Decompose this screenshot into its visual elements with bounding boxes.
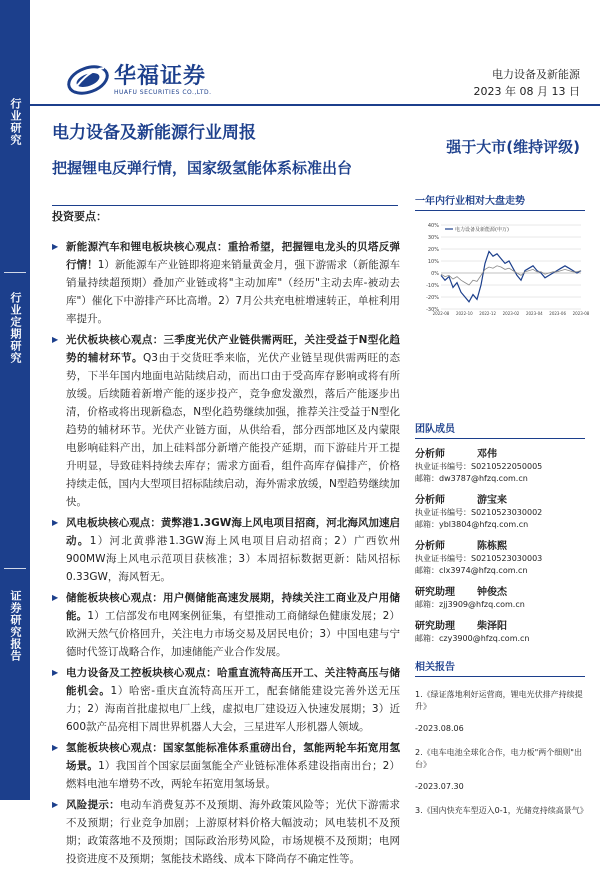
- related-report-title[interactable]: 1.《绿证落地利好运营商，锂电光伏排产持续提升》: [415, 690, 583, 711]
- bullet-detail: 1）哈密-重庆直流特高压开工，配套储能建设完善外送无压力；2）海南首批虚拟电厂上线，虚拟电厂建设迈入快速发展期；3）近600款产品亮相下周世界机器人大会，三星进军人形机器人领域。: [66, 685, 401, 733]
- relative-performance-chart: [415, 217, 590, 317]
- bullet-headline: 储能板块核心观点：用户侧储能高速发展期，持续关注工商业及户用储能。: [66, 592, 400, 622]
- rating-badge: 强于大市(维持评级): [446, 138, 580, 156]
- sidebar-divider: [4, 568, 26, 569]
- analyst-name: 陈栋熙: [477, 541, 507, 552]
- analyst-cert: 执业证书编号：S0210523030003: [415, 554, 543, 563]
- chart-title: 一年内行业相对大盘走势: [415, 192, 585, 211]
- analyst-cert: 执业证书编号：S0210522050005: [415, 462, 543, 471]
- sidebar-label-periodic: 行业定期研究: [9, 292, 22, 364]
- bullet-item: [52, 796, 400, 868]
- bullet-headline: 电力设备及工控板块核心观点：哈重直流特高压开工、关注特高压与储能机会。: [66, 667, 400, 697]
- bullet-detail: 电动车消费复苏不及预期、海外政策风险等；光伏下游需求不及预期；行业竞争加剧；上游原材料价格大幅波动；风电装机不及预期；政策落地不及预期；国际政治形势风险，市场规模不及预期；电网投资进度不及预期；氢能技术路线、成本下降尚存不确定性等。: [66, 799, 401, 865]
- header-meta: [474, 66, 580, 100]
- analyst-name: 柴泽阳: [477, 621, 507, 632]
- x-tick-label: 2023-04: [525, 311, 543, 316]
- bullet-text: [66, 796, 400, 868]
- bullet-item: [52, 514, 400, 586]
- y-tick-label: 30%: [427, 235, 439, 241]
- analyst-card: [415, 621, 585, 645]
- logo-name-cn: 华福证券: [114, 63, 207, 89]
- analyst-email[interactable]: 邮箱：clx3974@hfzq.com.cn: [415, 566, 528, 575]
- sidebar-divider: [4, 272, 26, 273]
- main-divider: [52, 205, 398, 206]
- logo-name-en: HUAFU SECURITIES CO.,LTD.: [114, 88, 212, 96]
- company-logo: [66, 60, 212, 100]
- bullet-item: [52, 238, 400, 328]
- report-subtitle: 把握锂电反弹行情，国家级氢能体系标准出台: [52, 159, 353, 177]
- related-report-title[interactable]: 3.《国内快充车型迈入0-1，光储竞持续高景气》: [415, 806, 588, 815]
- analyst-cert: 执业证书编号：S0210523030002: [415, 508, 543, 517]
- bullet-text: [66, 514, 400, 586]
- bullet-arrow-icon: ▶: [52, 800, 59, 809]
- bullet-arrow-icon: ▶: [52, 242, 59, 251]
- bullet-arrow-icon: ▶: [52, 518, 59, 527]
- report-date: 2023 年 08 月 13 日: [473, 85, 580, 98]
- x-tick-label: 2022-08: [432, 311, 450, 316]
- report-title: 电力设备及新能源行业周报: [52, 123, 256, 143]
- analyst-name: 邓伟: [477, 449, 497, 460]
- bullet-text: [66, 589, 400, 661]
- analyst-card: [415, 587, 585, 611]
- analyst-card: [415, 449, 585, 485]
- bullet-headline: 光伏板块核心观点：三季度光伏产业链供需两旺，关注受益于N型化趋势的辅材环节。: [66, 334, 400, 364]
- team-panel: [415, 420, 585, 645]
- logo-mark-icon: [66, 60, 110, 100]
- analyst-email[interactable]: 邮箱：zjj3909@hfzq.com.cn: [415, 600, 525, 609]
- x-tick-label: 2022-10: [455, 311, 473, 316]
- x-tick-label: 2022-12: [479, 311, 497, 316]
- analyst-role: 分析师: [415, 495, 445, 506]
- bullet-item: [52, 664, 400, 736]
- analyst-role: 分析师: [415, 449, 445, 460]
- bullet-text: [66, 664, 400, 736]
- sidebar-label-securities: 证券研究报告: [9, 590, 22, 662]
- analyst-email[interactable]: 邮箱：ybl3804@hfzq.com.cn: [415, 520, 529, 529]
- analyst-email[interactable]: 邮箱：dw3787@hfzq.com.cn: [415, 474, 528, 483]
- team-list: [415, 449, 585, 645]
- bullet-list: [52, 238, 400, 868]
- y-tick-label: 10%: [427, 259, 439, 265]
- x-tick-label: 2023-02: [502, 311, 520, 316]
- bullet-arrow-icon: ▶: [52, 335, 59, 344]
- analyst-card: [415, 495, 585, 531]
- bullet-arrow-icon: ▶: [52, 593, 59, 602]
- bullet-detail: 1）我国首个国家层面氢能全产业链标准体系建设指南出台；2）燃料电池车增势不改，两轮车拓宽用氢场景。: [66, 760, 400, 790]
- analyst-name: 钟俊杰: [477, 587, 507, 598]
- legend-label: 电力设备及新能源(申万): [455, 227, 509, 233]
- y-tick-label: -20%: [426, 295, 439, 301]
- analyst-email[interactable]: 邮箱：czy3900@hfzq.com.cn: [415, 634, 530, 643]
- related-report-title[interactable]: 2.《电车电池全球化合作，电力板"两个细则"出台》: [415, 748, 582, 769]
- x-tick-label: 2023-08: [572, 311, 590, 316]
- analyst-name: 游宝来: [477, 495, 507, 506]
- related-reports-panel: [415, 658, 588, 827]
- analyst-card: [415, 541, 585, 577]
- bullet-detail: 1）新能源车产业链即将迎来销量黄金月，强下游需求（新能源车销量持续超预期）叠加产业链或将"主动加库"（经历"主动去库-被动去库"）催化下中游排产环比高增。2）7月公共充电桩增速转正，单桩利用率提升。: [66, 259, 401, 325]
- series-line: [441, 251, 581, 301]
- analyst-role: 分析师: [415, 541, 445, 552]
- industry-label: 电力设备及新能源: [492, 68, 580, 81]
- related-report-item[interactable]: [415, 689, 585, 735]
- bullet-item: [52, 739, 400, 793]
- related-list: [415, 689, 588, 817]
- bullet-text: [66, 331, 400, 511]
- analyst-role: 研究助理: [415, 621, 455, 632]
- bullet-item: [52, 589, 400, 661]
- bullet-detail: 1）河北黄骅港1.3GW海上风电项目启动招商；2）广西钦州900MW海上风电示范项目获核准；3）本周招标数据更新：陆风招标0.33GW，海风暂无。: [66, 535, 401, 583]
- bullet-arrow-icon: ▶: [52, 668, 59, 677]
- y-tick-label: -30%: [426, 307, 439, 313]
- bullet-headline: 风电板块核心观点：黄弊港1.3GW海上风电项目招商，河北海风加速启动。: [66, 517, 400, 547]
- related-title: 相关报告: [415, 658, 585, 677]
- header-divider: [30, 104, 600, 106]
- bullet-detail: 1）工信部发布电网案例征集，有望推动工商储绿色健康发展；2）欧洲天然气价格回升，关注电力市场交易及居民电价；3）中国电建与宁德时代签订战略合作，加速储能产业合作发展。: [66, 610, 400, 658]
- bullet-detail: Q3由于交货旺季来临，光伏产业链呈现供需两旺的态势，下半年国内地面电站陆续启动，而出口由于受高库存影响或将有所放缓。后续随着新增产能的逐步投产，竞争愈发激烈，落后产能逐步出清，价格或将出现新稳态，N型化趋势继续加强，推荐关注受益于N型化趋势的辅材环节。光伏产业链方面，从供给看，部分西部地区及内蒙限电影响硅料产出，加上硅料部分新增产能投产延期，而下游硅片开工提升明显，导致硅料持续去库存；需求方面看，组件高库存偏排产，价格持续走低，国内大型项目招标陆续启动，海外需求放缓，N型趋势继续加快。: [66, 352, 400, 508]
- related-report-item[interactable]: [415, 805, 588, 817]
- bullet-item: [52, 331, 400, 511]
- left-sidebar: [0, 0, 30, 800]
- related-report-date: -2023.07.30: [415, 782, 464, 791]
- chart-panel: [415, 192, 590, 317]
- y-tick-label: 0%: [431, 271, 439, 277]
- related-report-item[interactable]: [415, 747, 585, 793]
- bullet-headline: 氢能板块核心观点：国家氢能标准体系重磅出台，氢能两轮车拓宽用氢场景。: [66, 742, 400, 772]
- y-tick-label: -10%: [426, 283, 439, 289]
- x-tick-label: 2023-06: [549, 311, 567, 316]
- investment-highlights: [52, 208, 400, 871]
- bullet-text: [66, 238, 400, 328]
- bullet-text: [66, 739, 400, 793]
- bullet-headline: 风险提示：: [66, 799, 120, 811]
- team-title: 团队成员: [415, 420, 585, 439]
- bullet-headline: 新能源汽车和锂电板块核心观点：重拾希望，把握锂电龙头的贝塔反弹行情！: [66, 241, 400, 271]
- related-report-date: -2023.08.06: [415, 724, 464, 733]
- y-tick-label: 40%: [427, 223, 439, 229]
- y-tick-label: 20%: [427, 247, 439, 253]
- analyst-role: 研究助理: [415, 587, 455, 598]
- section-title: 投资要点：: [52, 210, 107, 223]
- bullet-arrow-icon: ▶: [52, 743, 59, 752]
- sidebar-label-research: 行业研究: [9, 98, 22, 146]
